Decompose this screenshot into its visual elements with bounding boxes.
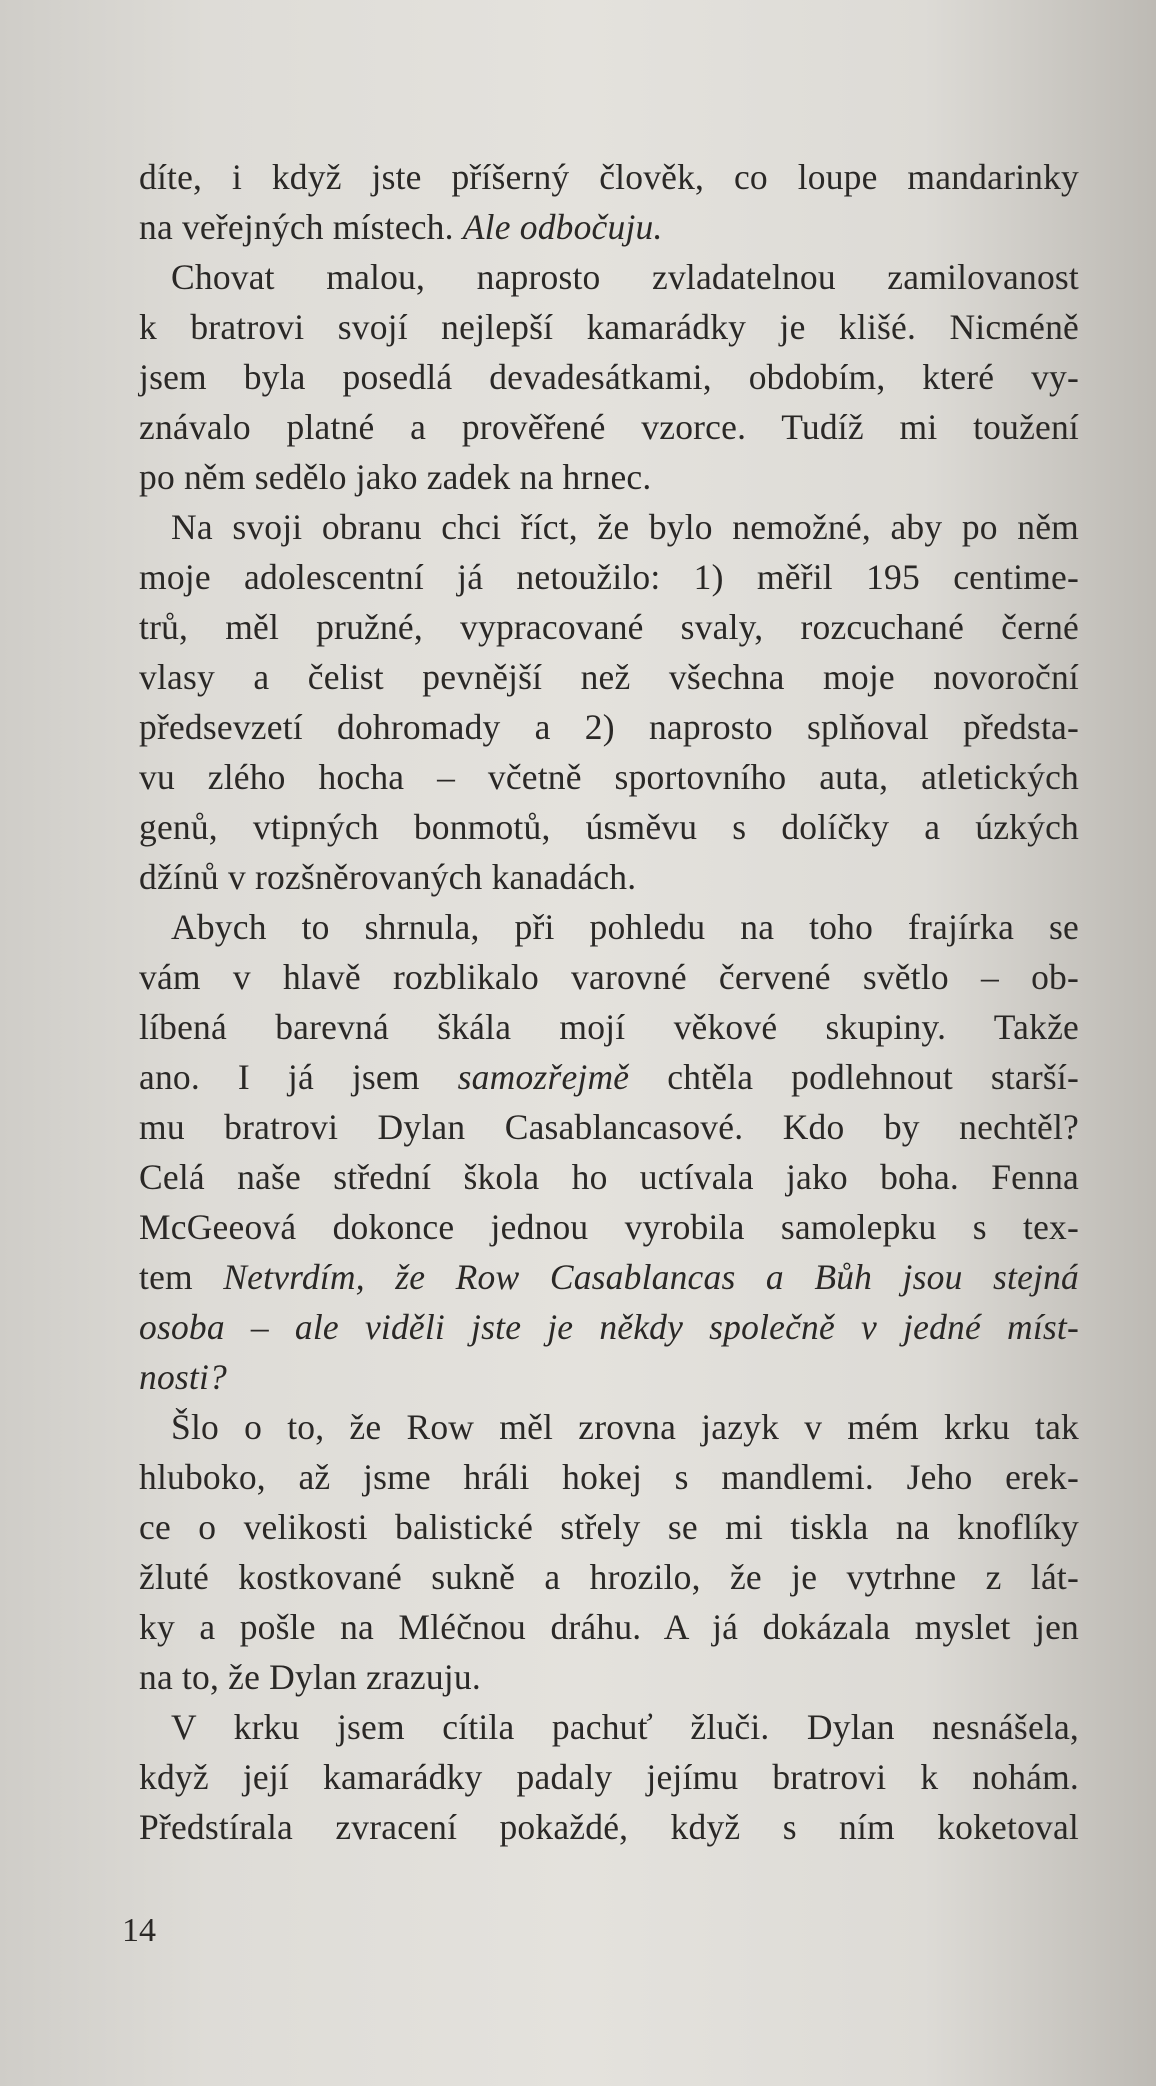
text-run: ano. I já jsem [139,1057,458,1097]
text-line [139,952,1079,1002]
text-line [139,1052,1079,1102]
text-run: V krku jsem cítila pachuť žluči. Dylan nesnášela, [171,1707,1079,1747]
text-run: trů, měl pružné, vypracované svaly, rozcuchané černé [139,607,1079,647]
text-line [139,1552,1079,1602]
text-line [139,552,1079,602]
text-run: na to, že Dylan zrazuju. [139,1657,481,1697]
text-line [139,602,1079,652]
text-run: vám v hlavě rozblikalo varovné červené světlo – ob- [139,957,1079,997]
text-run: genů, vtipných bonmotů, úsměvu s dolíčky a úzkých [139,807,1079,847]
text-line [139,202,1079,252]
body-text [139,152,1079,1852]
italic-text: samozřejmě [457,1057,630,1097]
text-run: vu zlého hocha – včetně sportovního auta, atletických [139,757,1079,797]
text-run: Abych to shrnula, při pohledu na toho frajírka se [171,907,1079,947]
text-run: Šlo o to, že Row měl zrovna jazyk v mém krku tak [171,1407,1079,1447]
text-run: po něm sedělo jako zadek na hrnec. [139,457,652,497]
text-line [139,1652,1079,1702]
text-line [139,1252,1079,1302]
text-line [139,1352,1079,1402]
text-line [139,1452,1079,1502]
text-run: ce o velikosti balistické střely se mi tiskla na knoflíky [139,1507,1079,1547]
text-line [139,702,1079,752]
text-run: díte, i když jste příšerný člověk, co loupe mandarinky [139,157,1079,197]
page-number: 14 [122,1912,156,1949]
text-line [139,752,1079,802]
text-line [139,1752,1079,1802]
text-line [139,1152,1079,1202]
text-line [139,152,1079,202]
text-line [139,1402,1079,1452]
text-run: líbená barevná škála mojí věkové skupiny. Takže [139,1007,1079,1047]
text-line [139,252,1079,302]
text-run: tem [139,1257,224,1297]
italic-text: nosti? [139,1357,227,1397]
text-line [139,902,1079,952]
text-run: Celá naše střední škola ho uctívala jako boha. Fenna [139,1157,1079,1197]
text-run: Na svoji obranu chci říct, že bylo nemožné, aby po něm [171,507,1079,547]
text-line [139,352,1079,402]
text-run: Předstírala zvracení pokaždé, když s ním koketoval [139,1807,1079,1847]
text-run: jsem byla posedlá devadesátkami, obdobím, které vy- [139,357,1079,397]
text-line [139,502,1079,552]
text-line [139,802,1079,852]
text-run: na veřejných místech. [139,207,463,247]
text-run: k bratrovi svojí nejlepší kamarádky je klišé. Nicméně [139,307,1079,347]
text-run: mu bratrovi Dylan Casablancasové. Kdo by nechtěl? [139,1107,1079,1147]
italic-text: Netvrdím, že Row Casablancas a Bůh jsou stejná [223,1257,1079,1297]
text-run: moje adolescentní já netoužilo: 1) měřil 195 centime- [139,557,1079,597]
text-run: ky a pošle na Mléčnou dráhu. A já dokázala myslet jen [139,1607,1079,1647]
text-run: vlasy a čelist pevnější než všechna moje novoroční [139,657,1079,697]
text-line [139,1302,1079,1352]
text-line [139,452,1079,502]
text-run: Chovat malou, naprosto zvladatelnou zamilovanost [171,257,1079,297]
text-line [139,1802,1079,1852]
text-line [139,852,1079,902]
text-line [139,1702,1079,1752]
text-run: znávalo platné a prověřené vzorce. Tudíž mi toužení [139,407,1079,447]
text-line [139,1602,1079,1652]
text-run: když její kamarádky padaly jejímu bratrovi k nohám. [139,1757,1079,1797]
text-line [139,1102,1079,1152]
text-run: předsevzetí dohromady a 2) naprosto splňoval předsta- [139,707,1079,747]
text-line [139,1202,1079,1252]
text-line [139,652,1079,702]
text-run: hluboko, až jsme hráli hokej s mandlemi. Jeho erek- [139,1457,1079,1497]
text-line [139,1502,1079,1552]
text-line [139,1002,1079,1052]
text-run: žluté kostkované sukně a hrozilo, že je vytrhne z lát- [139,1557,1079,1597]
text-run: chtěla podlehnout starší- [629,1057,1079,1097]
text-run: džínů v rozšněrovaných kanadách. [139,857,637,897]
text-line [139,302,1079,352]
text-run: McGeeová dokonce jednou vyrobila samolepku s tex- [139,1207,1079,1247]
italic-text: Ale odbočuju. [462,207,663,247]
text-line [139,402,1079,452]
italic-text: osoba – ale viděli jste je někdy společně v jedné míst- [139,1307,1079,1347]
